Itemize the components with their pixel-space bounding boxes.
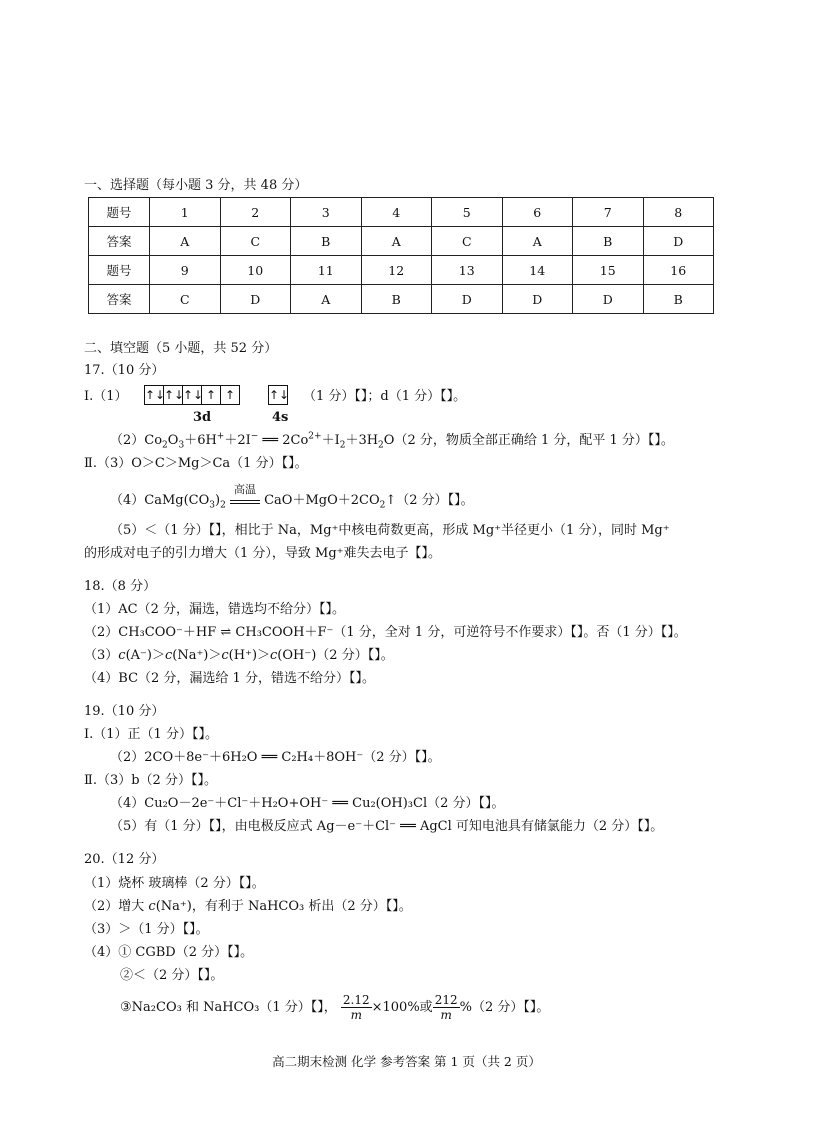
orbital-box: ↑ <box>220 385 240 405</box>
table-cell: 13 <box>432 256 503 285</box>
q20-p1: （1）烧杯 玻璃棒（2 分）【】。 <box>84 876 265 891</box>
section2-title: 二、填空题（5 小题，共 52 分） <box>84 341 278 356</box>
q17-p4: $(4)CaMg(CO_3)_2$ 高温 $CaO+MgO+2CO_2↑(2$ 分）【】。 <box>110 483 474 511</box>
orbital-box: ↑↓ <box>163 385 183 405</box>
table-cell: B <box>573 227 644 256</box>
orbital-label-4s: 4s <box>272 410 289 425</box>
q17-header: 17.（10 分） <box>84 363 165 378</box>
table-cell: 5 <box>432 198 503 227</box>
table-row <box>89 285 714 314</box>
table-cell: 10 <box>220 256 291 285</box>
table-cell: 4 <box>361 198 432 227</box>
table-cell: A <box>361 227 432 256</box>
q17-p3: Ⅱ.（3）O＞C＞Mg＞Ca（1 分）【】。 <box>84 456 308 471</box>
table-cell: C <box>220 227 291 256</box>
orbital-box: ↑↓ <box>182 385 202 405</box>
q18-p3: （3）c(A⁻)＞c(Na⁺)＞c(H⁺)＞c(OH⁻)（2 分）【】。 <box>84 648 394 663</box>
q20-p6: ③Na₂CO₃ 和 NaHCO₃（1 分）【】， $\frac{2.12}{m}$ ×100%或 $\frac{212}{m}$ %（2 分）【】。 <box>120 993 550 1022</box>
q18-p2: （2）CH₃COO⁻＋HF ⇌ CH₃COOH＋F⁻（1 分，全对 1 分，可逆符号不作要求）【】。否（1 分）【】。 <box>84 625 687 640</box>
orbital-label-3d: 3d <box>193 410 212 425</box>
q19-p4: （4）Cu₂O－2e⁻＋Cl⁻＋H₂O+OH⁻ ══ Cu₂(OH)₃Cl（2 分）【】。 <box>110 796 505 811</box>
table-cell: 12 <box>361 256 432 285</box>
section1-title: 一、选择题（每小题 3 分，共 48 分） <box>84 178 308 193</box>
orbital-box: ↑ <box>201 385 221 405</box>
table-cell: A <box>502 227 573 256</box>
q20-p4: （4）① CGBD（2 分）【】。 <box>84 945 254 960</box>
table-cell: 14 <box>502 256 573 285</box>
row-label: 题号 <box>89 198 150 227</box>
table-cell: D <box>502 285 573 314</box>
table-cell: D <box>220 285 291 314</box>
table-cell: 6 <box>502 198 573 227</box>
table-cell: C <box>150 285 221 314</box>
table-cell: B <box>291 227 362 256</box>
q19-p1: Ⅰ.（1）正（1 分）【】。 <box>84 727 218 742</box>
q18-p4: （4）BC（2 分，漏选给 1 分，错选不给分）【】。 <box>84 671 375 686</box>
q20-p2: （2）增大 c(Na⁺)，有利于 NaHCO₃ 析出（2 分）【】。 <box>84 899 412 914</box>
table-cell: 2 <box>220 198 291 227</box>
table-row <box>89 198 714 227</box>
row-label: 答案 <box>89 227 150 256</box>
q20-header: 20.（12 分） <box>84 852 165 867</box>
table-cell: D <box>432 285 503 314</box>
table-cell: C <box>432 227 503 256</box>
table-cell: B <box>361 285 432 314</box>
orbital-box: ↑↓ <box>144 385 164 405</box>
table-cell: A <box>150 227 221 256</box>
table-cell: A <box>291 285 362 314</box>
reaction-arrow-high-temp: 高温 <box>230 493 260 504</box>
table-cell: D <box>643 227 714 256</box>
table-row <box>89 256 714 285</box>
q17-p1-prefix: Ⅰ.（1） <box>84 389 128 404</box>
q19-p2: （2）2CO＋8e⁻＋6H₂O ══ C₂H₄＋8OH⁻（2 分）【】。 <box>110 750 441 765</box>
fraction-212-over-m: $\frac{212}{m}$ <box>434 993 458 1022</box>
q19-p5: （5）有（1 分）【】，由电极反应式 Ag－e⁻＋Cl⁻ ══ AgCl 可知电池具有储氯能力（2 分）【】。 <box>110 819 664 834</box>
table-cell: 9 <box>150 256 221 285</box>
table-cell: 1 <box>150 198 221 227</box>
row-label: 题号 <box>89 256 150 285</box>
q19-p3: Ⅱ.（3）b（2 分）【】。 <box>84 773 217 788</box>
table-cell: 11 <box>291 256 362 285</box>
fraction-2-12-over-m: $\frac{2.12}{m}$ <box>342 993 370 1022</box>
orbital-diagram-4s <box>269 385 288 405</box>
orbital-diagram-3d <box>145 385 240 405</box>
q18-header: 18.（8 分） <box>84 579 157 594</box>
q19-header: 19.（10 分） <box>84 704 165 719</box>
q17-p5-line1: （5）＜（1 分）【】，相比于 Na，Mg⁺中核电荷数更高，形成 Mg⁺半径更小（1 分），同时 Mg⁺ <box>110 523 670 538</box>
page-footer: 高二期末检测 化学 参考答案 第 1 页（共 2 页） <box>272 1054 541 1069</box>
q20-p5: ②＜（2 分）【】。 <box>120 968 224 983</box>
q17-p2: $(2)Co_2O_3+6H^++2I^-$ ══ $2Co^{2+}+I_2+3H_2O(2$ 分，物质全部正确给 1 分，配平 1 分）【】。 <box>110 431 674 451</box>
answer-table <box>88 197 714 314</box>
q20-p3: （3）＞（1 分）【】。 <box>84 922 209 937</box>
table-cell: B <box>643 285 714 314</box>
table-cell: 15 <box>573 256 644 285</box>
table-cell: 7 <box>573 198 644 227</box>
table-cell: 3 <box>291 198 362 227</box>
row-label: 答案 <box>89 285 150 314</box>
table-cell: 16 <box>643 256 714 285</box>
table-cell: 8 <box>643 198 714 227</box>
q17-p5-line2: 的形成对电子的引力增大（1 分），导致 Mg⁺难失去电子【】。 <box>84 546 442 561</box>
q17-p1-suffix: （1 分）【】；d（1 分）【】。 <box>303 389 467 404</box>
table-row <box>89 227 714 256</box>
table-cell: D <box>573 285 644 314</box>
orbital-box: ↑↓ <box>268 385 288 405</box>
q18-p1: （1）AC（2 分，漏选，错选均不给分）【】。 <box>84 602 346 617</box>
